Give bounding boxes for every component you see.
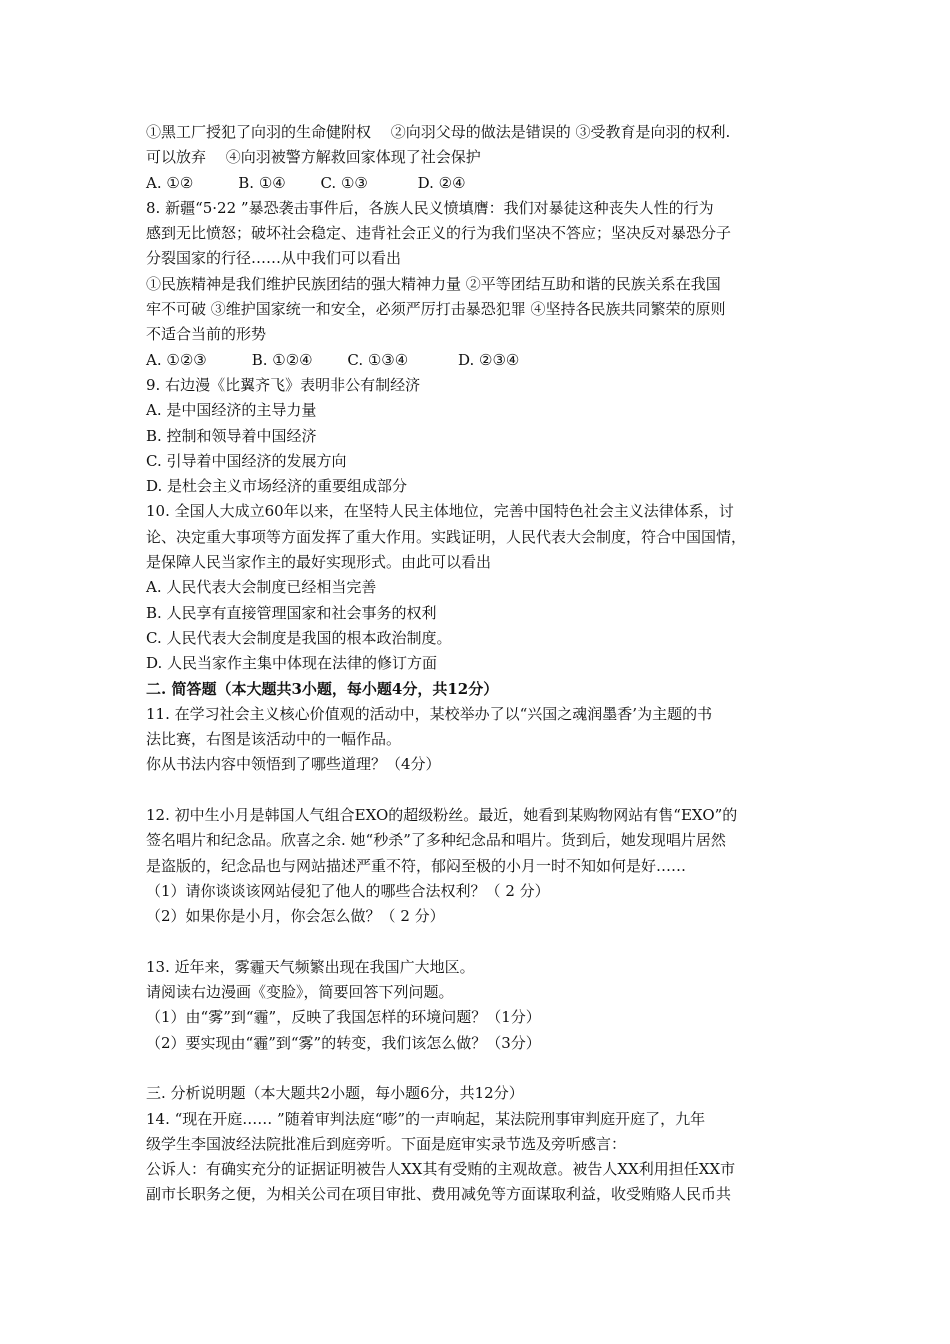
- document-page: [146, 120, 826, 1208]
- blank-line: [146, 930, 826, 955]
- blank-line: [146, 1056, 826, 1081]
- sub-question: （1）请你谈谈该网站侵犯了他人的哪些合法权利？（ 2 分）: [146, 881, 550, 900]
- question-13: 13. 近年来，雾霾天气频繁出现在我国广大地区。: [146, 957, 475, 976]
- option-d: D. 是杜会主义市场经济的重要组成部分: [146, 477, 408, 496]
- text-line: 感到无比愤怒；破坏社会稳定、违背社会正义的行为我们坚决不答应；坚决反对暴恐分子: [146, 224, 732, 243]
- option-b: B. 人民享有直接管理国家和社会事务的权利: [146, 603, 437, 622]
- text-line: 副市长职务之便，为相关公司在项目审批、费用减免等方面谋取利益，收受贿赂人民币共: [146, 1185, 732, 1204]
- question-12: 12. 初中生小月是韩国人气组合EXO的超级粉丝。最近，她看到某购物网站有售“EXO”的: [146, 806, 738, 825]
- question-10: 10. 全国人大成立60年以来，在坚特人民主体地位，完善中国特色社会主义法律体系，讨: [146, 502, 734, 521]
- option-c: C. 人民代表大会制度是我国的根本政治制度。: [146, 628, 452, 647]
- text-line: 公诉人：有确实充分的证据证明被告人XX其有受贿的主观故意。被告人XX利用担任XX市: [146, 1160, 736, 1179]
- text-line: 可以放弃 ④向羽被警方解救回家体现了社会保护: [146, 148, 481, 167]
- option-b: B. 控制和领导着中国经济: [146, 426, 317, 445]
- text-line: 牢不可破 ③维护国家统一和安全，必须严厉打击暴恐犯罪 ④坚持各民族共同繁荣的原则: [146, 300, 726, 319]
- text-line: 论、决定重大事项等方面发挥了重大作用。实践证明，人民代表大会制度，符合中国国情，: [146, 527, 747, 546]
- sub-question: （1）由“雾”到“霾”，反映了我国怎样的环境问题？（1分）: [146, 1008, 541, 1027]
- text-line: ①黑工厂授犯了向羽的生命健附权 ②向羽父母的做法是错误的 ③受教育是向羽的权利.: [146, 123, 731, 141]
- question-8: 8. 新疆“5·22 ”暴恐袭击事件后，各族人民义愤填膺：我们对暴徒这种丧失人性的行为: [146, 198, 714, 217]
- section-heading-2: 二. 简答题（本大题共3小题，每小题4分，共12分）: [146, 679, 499, 698]
- question-14: 14. “现在开庭…… ”随着审判法庭“嘭”的一声响起，某法院刑事审判庭开庭了，九年: [146, 1109, 706, 1128]
- question-11: 11. 在学习社会主义核心价值观的活动中，某校举办了以“兴国之魂润墨香’为主题的书: [146, 704, 713, 723]
- text-line: 是保障人民当家作主的最好实现形式。由此可以看出: [146, 553, 492, 572]
- blank-line: [146, 778, 826, 803]
- answer-options: A. ①②③ B. ①②④ C. ①③④ D. ②③④: [146, 350, 520, 369]
- text-line: 法比赛，右图是该活动中的一幅作品。: [146, 730, 402, 749]
- sub-question: （2）要实现由“霾”到“雾”的转变，我们该怎么做？（3分）: [146, 1033, 541, 1052]
- text-line: ①民族精神是我们维护民族团结的强大精神力量 ②平等团结互助和谐的民族关系在我国: [146, 274, 721, 293]
- text-line: 分裂国家的行径……从中我们可以看出: [146, 249, 402, 268]
- option-d: D. 人民当家作主集中体现在法律的修订方面: [146, 654, 438, 673]
- option-a: A. 是中国经济的主导力量: [146, 401, 317, 420]
- question-9: 9. 右边漫《比翼齐飞》表明非公有制经济: [146, 375, 421, 394]
- text-line: 级学生李国波经法院批准后到庭旁听。下面是庭审实录节选及旁听感言：: [146, 1134, 627, 1153]
- text-line: 是盗版的，纪念品也与网站描述严重不符，郁闷至极的小月一时不知如何是好……: [146, 856, 687, 875]
- sub-question: （2）如果你是小月，你会怎么做？（ 2 分）: [146, 907, 445, 926]
- text-line: 你从书法内容中领悟到了哪些道理？（4分）: [146, 755, 441, 774]
- text-line: 不适合当前的形势: [146, 325, 267, 344]
- section-heading-3: 三. 分析说明题（本大题共2小题，每小题6分，共12分）: [146, 1084, 524, 1103]
- option-a: A. 人民代表大会制度已经相当完善: [146, 578, 377, 597]
- text-line: 签名唱片和纪念品。欣喜之余. 她“秒杀”了多种纪念品和唱片。货到后，她发现唱片居然: [146, 831, 726, 850]
- text-line: 请阅读右边漫画《变脸》，简要回答下列问题。: [146, 983, 454, 1002]
- option-c: C. 引导着中国经济的发展方向: [146, 451, 347, 470]
- answer-options: A. ①② B. ①④ C. ①③ D. ②④: [146, 173, 466, 192]
